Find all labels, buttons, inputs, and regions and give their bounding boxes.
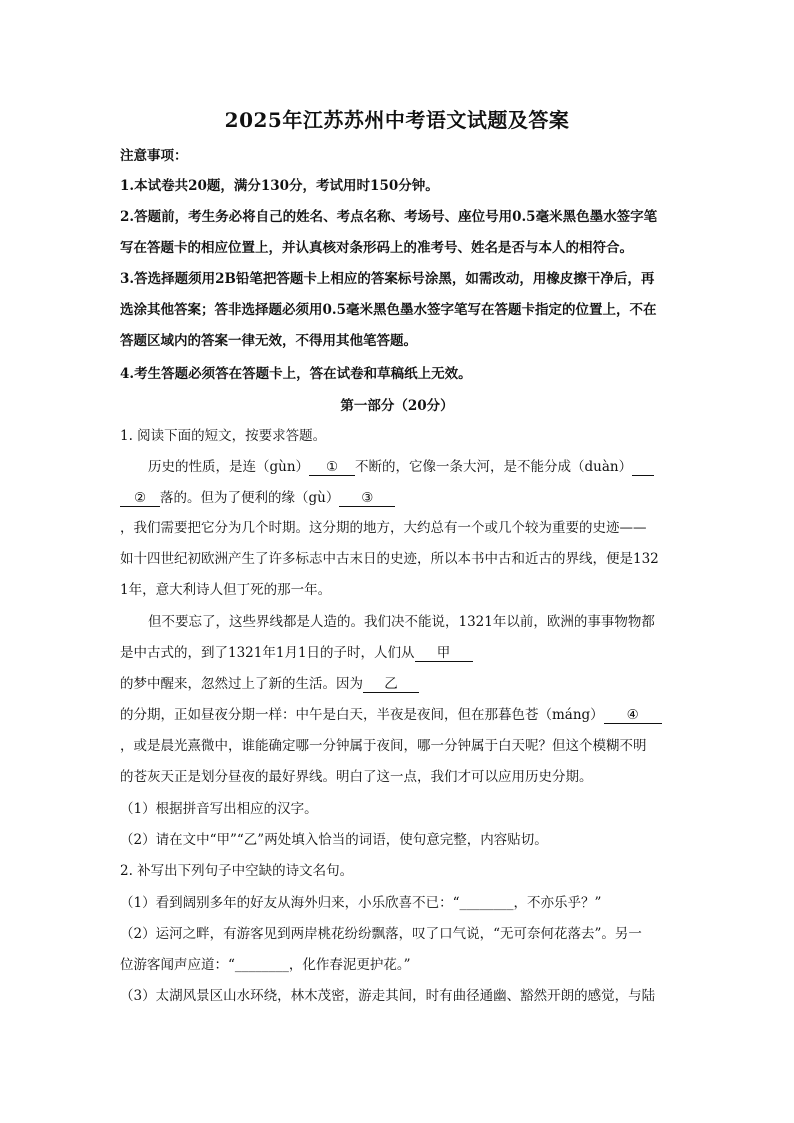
passage-text: 的梦中醒来，忽然过上了新的生活。因为: [120, 676, 363, 692]
passage-line: 但不要忘了，这些界线都是人造的。我们决不能说，1321年以前，欧洲的事事物物都: [148, 614, 655, 630]
passage-text: 历史的性质，是连（gùn）: [148, 459, 310, 475]
passage-line: [120, 643, 680, 663]
blank-1: ①: [309, 459, 355, 476]
blank-4: ④: [604, 707, 662, 724]
question-2-stem: 2. 补写出下列句子中空缺的诗文名句。: [120, 863, 354, 879]
blank-yi: 乙: [363, 676, 419, 693]
note-3-line-2: 选涂其他答案；答非选择题必须用0.5毫米黑色墨水签字笔写在答题卡指定的位置上，不在: [120, 302, 657, 318]
blank-jia: 甲: [415, 645, 473, 662]
passage-line: ，我们需要把它分为几个时期。这分期的地方，大约总有一个或几个较为重要的史迹——: [120, 520, 647, 536]
notes-heading: 注意事项：: [120, 148, 188, 164]
section-heading: 第一部分（20分）: [340, 398, 454, 414]
question-2-sub-1: （1）看到阔别多年的好友从海外归来，小乐欣喜不已：“________，不亦乐乎？”: [120, 895, 602, 911]
note-3-line-3: 答题区域内的答案一律无效，不得用其他笔答题。: [120, 333, 417, 349]
page-title: 2025年江苏苏州中考语文试题及答案: [224, 108, 570, 132]
passage-text: 的分期，正如昼夜分期一样：中午是白天，半夜是夜间，但在那暮色苍（máng）: [120, 707, 604, 723]
question-2-sub-2-line-1: （2）运河之畔，有游客见到两岸桃花纷纷飘落，叹了口气说，“无可奈何花落去”。另一: [120, 926, 642, 942]
passage-line: ，或是晨光熹微中，谁能确定哪一分钟属于夜间，哪一分钟属于白天呢？但这个模糊不明: [120, 738, 647, 754]
blank-3: ③: [339, 490, 395, 507]
passage-line: 1年，意大利诗人但丁死的那一年。: [120, 582, 332, 598]
note-3-line-1: 3.答选择题须用2B铅笔把答题卡上相应的答案标号涂黑，如需改动，用橡皮擦干净后，再: [120, 271, 655, 287]
passage-line: 如十四世纪初欧洲产生了许多标志中古末日的史迹，所以本书中古和近古的界线，便是132: [120, 551, 659, 567]
passage-line: [148, 457, 680, 477]
passage-text: 落的。但为了便利的缘（gù）: [160, 490, 340, 506]
question-2-sub-3: （3）太湖风景区山水环绕，林木茂密，游走其间，时有曲径通幽、豁然开朗的感觉，与陆: [120, 988, 656, 1004]
question-1-sub-2: （2）请在文中“甲”“乙”两处填入恰当的词语，使句意完整，内容贴切。: [120, 832, 548, 848]
blank-2-start: [632, 459, 654, 476]
blank-2: ②: [120, 490, 160, 507]
note-2-line-1: 2.答题前，考生务必将自己的姓名、考点名称、考场号、座位号用0.5毫米黑色墨水签字笔: [120, 209, 658, 225]
note-4: 4.考生答题必须答在答题卡上，答在试卷和草稿纸上无效。: [120, 366, 472, 382]
note-2-line-2: 写在答题卡的相应位置上，并认真核对条形码上的准考号、姓名是否与本人的相符合。: [120, 240, 633, 256]
passage-line: [120, 705, 680, 725]
note-1: 1.本试卷共20题，满分130分，考试用时150分钟。: [120, 178, 439, 194]
passage-text: 是中古式的，到了1321年1月1日的子时，人们从: [120, 645, 415, 661]
passage-text: 不断的，它像一条大河，是不能分成（duàn）: [355, 459, 633, 475]
passage-line: [120, 488, 680, 508]
passage-line: 的苍灰天正是划分昼夜的最好界线。明白了这一点，我们才可以应用历史分期。: [120, 769, 593, 785]
passage-line: [120, 674, 680, 694]
question-1-stem: 1. 阅读下面的短文，按要求答题。: [120, 428, 327, 444]
question-1-sub-1: （1）根据拼音写出相应的汉字。: [120, 801, 318, 817]
question-2-sub-2-line-2: 位游客闻声应道：“________，化作春泥更护花。”: [120, 957, 411, 973]
